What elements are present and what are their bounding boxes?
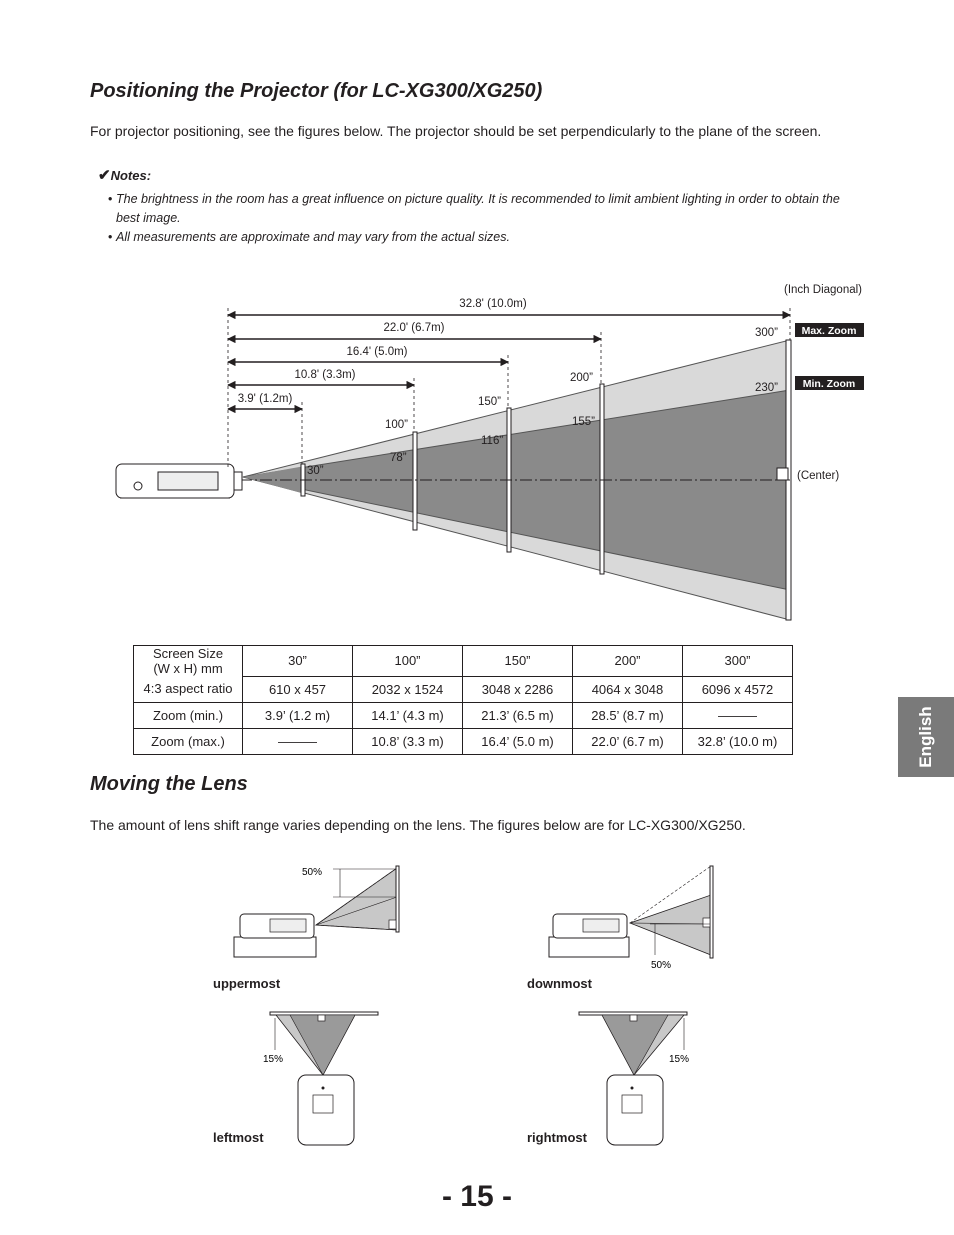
table-cell: 6096 x 4572 bbox=[683, 676, 793, 702]
projector-side-icon bbox=[116, 464, 242, 498]
inch-diagonal-label: (Inch Diagonal) bbox=[784, 284, 862, 296]
distance-label: 3.9' (1.2m) bbox=[237, 393, 293, 405]
check-icon: ✔ bbox=[98, 167, 111, 184]
table-cell: 22.0’ (6.7 m) bbox=[573, 728, 683, 754]
distance-label: 16.4' (5.0m) bbox=[346, 346, 408, 358]
table-cell: 100” bbox=[353, 646, 463, 677]
table-cell: 16.4’ (5.0 m) bbox=[463, 728, 573, 754]
section-title-moving-lens: Moving the Lens bbox=[90, 773, 248, 795]
caption-leftmost: leftmost bbox=[213, 1130, 264, 1145]
center-label: (Center) bbox=[797, 470, 840, 482]
table-cell: 200” bbox=[573, 646, 683, 677]
screen-100 bbox=[413, 432, 417, 530]
size-label: 116” bbox=[481, 435, 504, 447]
table-header-label: 4:3 aspect ratio bbox=[134, 676, 243, 702]
section-title-positioning: Positioning the Projector (for LC-XG300/XG250) bbox=[90, 80, 543, 102]
caption-rightmost: rightmost bbox=[527, 1130, 587, 1145]
distance-label: 10.8' (3.3m) bbox=[294, 369, 356, 381]
size-label: 30” bbox=[307, 465, 324, 477]
note-text: All measurements are approximate and may vary from the actual sizes. bbox=[116, 230, 510, 244]
table-cell: 32.8’ (10.0 m) bbox=[683, 728, 793, 754]
table-cell: 3048 x 2286 bbox=[463, 676, 573, 702]
note-item: • The brightness in the room has a great influence on picture quality. It is recommended to limit ambient lighting in order to obtain the best image. bbox=[108, 190, 868, 228]
note-item: • All measurements are approximate and may vary from the actual sizes. bbox=[108, 228, 868, 247]
size-label: 78” bbox=[390, 452, 407, 464]
language-tab bbox=[898, 697, 954, 777]
table-cell: 2032 x 1524 bbox=[353, 676, 463, 702]
notes-label: Notes: bbox=[110, 168, 152, 183]
table-cell: ——— bbox=[683, 702, 793, 728]
size-label: 150” bbox=[478, 396, 502, 408]
svg-text:15%: 15% bbox=[669, 1054, 690, 1065]
lens-shift-figures bbox=[200, 855, 720, 1150]
leftmost-figure bbox=[263, 1012, 378, 1145]
table-cell: 300” bbox=[683, 646, 793, 677]
page-number: - 15 - bbox=[441, 1180, 513, 1213]
distance-label: 32.8' (10.0m) bbox=[459, 298, 527, 310]
svg-text:50%: 50% bbox=[651, 960, 672, 971]
note-text: The brightness in the room has a great influence on picture quality. It is recommended to limit ambient lighting in order to obtain the best image. bbox=[116, 192, 840, 225]
uppermost-figure bbox=[234, 866, 399, 957]
svg-text:50%: 50% bbox=[302, 867, 323, 878]
table-cell: 150” bbox=[463, 646, 573, 677]
size-label: 100” bbox=[385, 419, 409, 431]
screen-size-table bbox=[133, 645, 793, 755]
svg-text:Min. Zoom: Min. Zoom bbox=[802, 378, 856, 390]
center-marker bbox=[777, 468, 788, 480]
table-cell: 28.5’ (8.7 m) bbox=[573, 702, 683, 728]
svg-text:Max. Zoom: Max. Zoom bbox=[801, 325, 857, 337]
caption-uppermost: uppermost bbox=[213, 976, 281, 991]
size-label: 200” bbox=[570, 372, 594, 384]
screen-200 bbox=[600, 384, 604, 574]
size-label: 300” bbox=[755, 327, 779, 339]
size-label: 230” bbox=[755, 382, 779, 394]
projection-distance-diagram bbox=[0, 270, 954, 640]
table-cell: ——— bbox=[243, 728, 353, 754]
positioning-intro: For projector positioning, see the figures below. The projector should be set perpendicularly to the plane of the screen. bbox=[90, 123, 822, 139]
table-row-label: Zoom (min.) bbox=[134, 702, 243, 728]
table-cell: 10.8’ (3.3 m) bbox=[353, 728, 463, 754]
language-tab-label: English bbox=[916, 706, 935, 768]
table-header-label: Screen Size (W x H) mm bbox=[134, 646, 243, 677]
moving-lens-intro: The amount of lens shift range varies depending on the lens. The figures below are for LC-XG300/XG250. bbox=[90, 817, 746, 833]
table-cell: 4064 x 3048 bbox=[573, 676, 683, 702]
downmost-figure bbox=[549, 866, 713, 971]
notes-heading bbox=[98, 166, 151, 184]
rightmost-figure bbox=[579, 1012, 689, 1145]
size-label: 155” bbox=[572, 416, 596, 428]
table-cell: 14.1’ (4.3 m) bbox=[353, 702, 463, 728]
table-cell: 3.9’ (1.2 m) bbox=[243, 702, 353, 728]
table-row-label: Zoom (max.) bbox=[134, 728, 243, 754]
caption-downmost: downmost bbox=[527, 976, 592, 991]
table-cell: 30” bbox=[243, 646, 353, 677]
distance-label: 22.0' (6.7m) bbox=[383, 322, 445, 334]
table-cell: 21.3’ (6.5 m) bbox=[463, 702, 573, 728]
table-cell: 610 x 457 bbox=[243, 676, 353, 702]
svg-text:15%: 15% bbox=[263, 1054, 284, 1065]
